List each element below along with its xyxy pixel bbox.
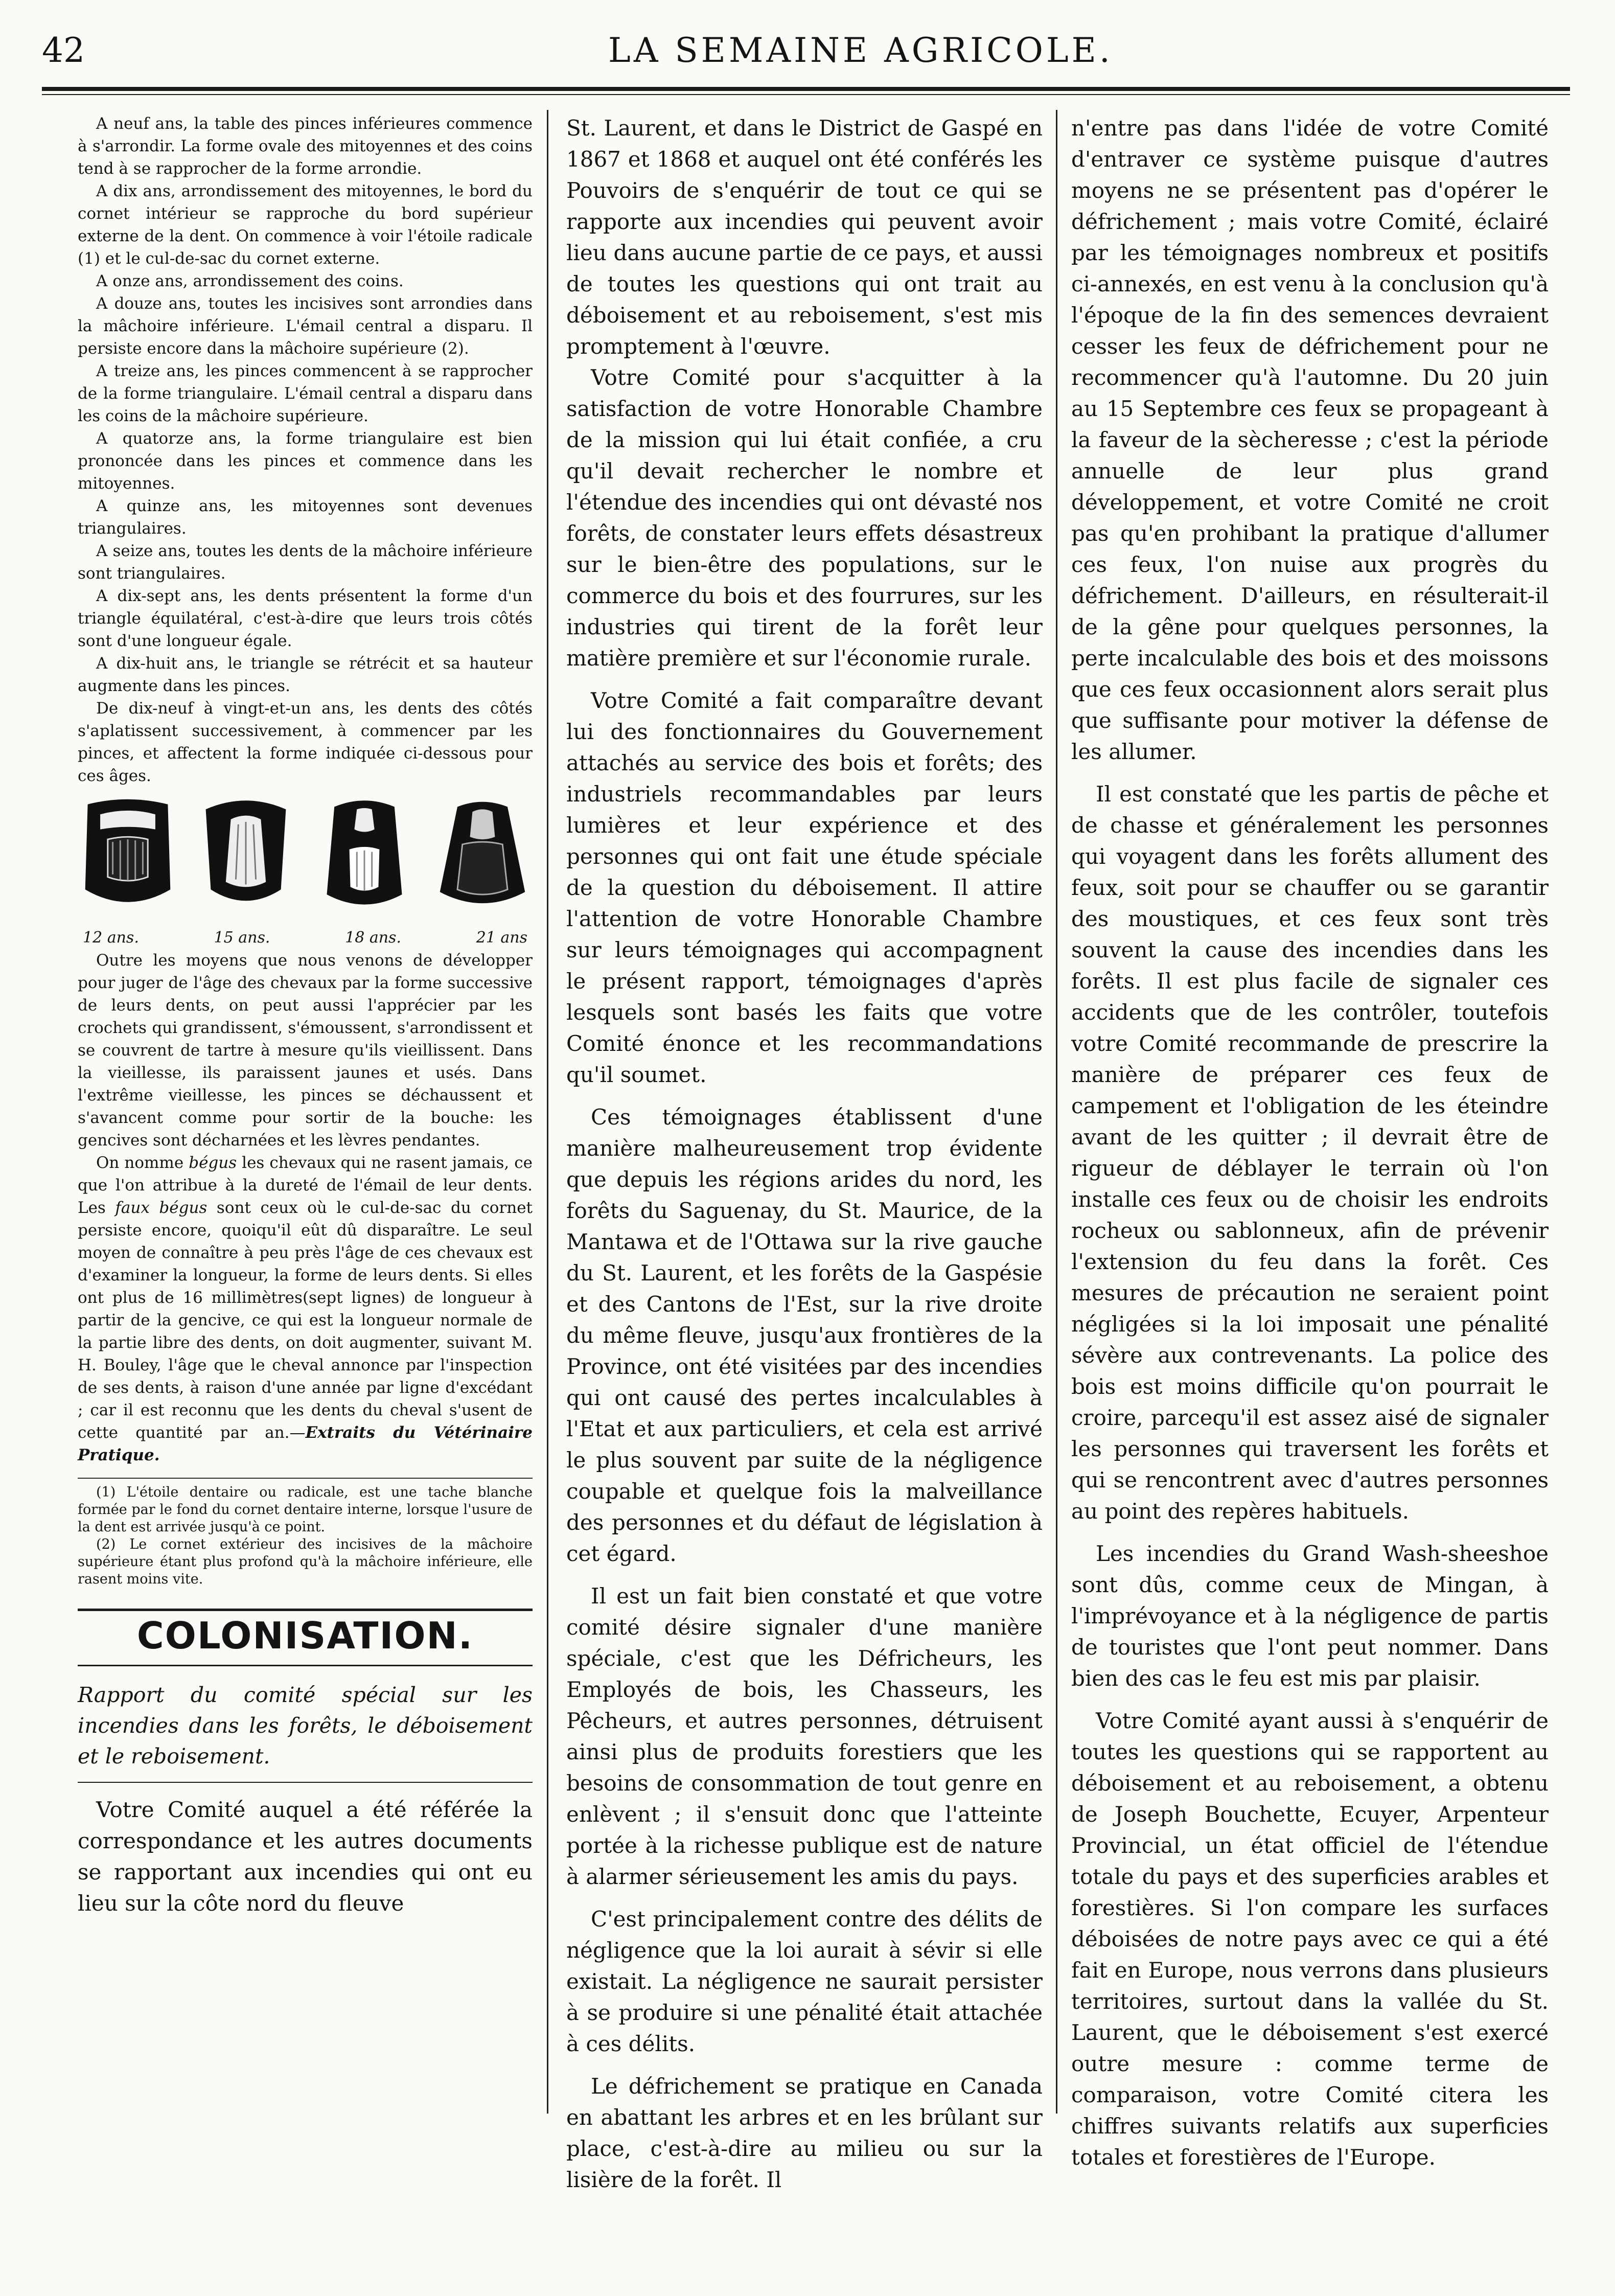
column-1 [78,112,533,1919]
column-2 [566,112,1043,2195]
figure-label: 18 ans. [345,929,401,947]
term-begus: bégus [189,1154,237,1172]
paragraph: A seize ans, toutes les dents de la mâchoire inférieure sont triangulaires. [78,542,533,583]
paragraph: Il est un fait bien constaté et que votre comité désire signaler d'une manière spéciale, c'est que les Défricheurs, les Employés de bois, les Chasseurs, les Pêcheurs, et autres personnes, détruisent ainsi plus de produits forestiers que les besoins de consommation de tout genre en enlèvent ; il s'ensuit donc que l'atteinte portée à la richesse publique est de nature à alarmer sérieusement les amis du pays. [566,1583,1043,1889]
tooth-15-years-figure [196,794,296,920]
paragraph: Votre Comité ayant aussi à s'enquérir de toutes les questions qui se rapportent au déboisement et au reboisement, a obtenu de Joseph Bouchette, Ecuyer, Arpenteur Provincial, un état officiel de l'étendue totale du pays et des superficies arables et forestières. Si l'on compare les surfaces déboisées de notre pays avec ce qui a été fait en Europe, nous verrons dans plusieurs territoires, surtout dans la vallée du St. Laurent, que le déboisement s'est exercé outre mesure : comme terme de comparaison, votre Comité citera les chiffres suivants relatifs aux superficies totales et forestières de l'Europe. [1071,1708,1549,2170]
footnote: (1) L'étoile dentaire ou radicale, est une tache blanche formée par le fond du cornet dentaire interne, lorsque l'usure de la dent est arrivée jusqu'à ce point. [78,1484,533,1535]
figure-label: 12 ans. [83,929,139,947]
paragraph: Il est constaté que les partis de pêche et de chasse et généralement les personnes qui voyagent dans les forêts allument des feux, soit pour se chauffer ou se garantir des moustiques, et ces feux sont très souvent la cause des incendies dans les forêts. Il est plus facile de signaler ces accidents que de les contrôler, toutefois votre Comité recommande de prescrire la manière de préparer ces feux de campement et l'obligation de les éteindre avant de les quitter ; il devrait être de rigueur de déblayer le terrain où l'on installe ces feux ou de choisir les endroits rocheux ou sablonneux, afin de prévenir l'extension du feu dans la forêt. Ces mesures de précaution ne seraient point négligées si la loi imposait une pénalité sévère aux contrevenants. La police des bois est moins difficile qu'on pourrait le croire, parcequ'il est assez aisé de signaler les personnes qui traversent les forêts et qui se rencontrent avec d'autres personnes au point des repères habituels. [1071,782,1549,1524]
column-3 [1071,112,1549,2173]
figure-labels [78,927,533,949]
paragraph: A quinze ans, les mitoyennes sont devenues triangulaires. [78,497,533,538]
paragraph: Les incendies du Grand Wash-sheeshoe sont dûs, comme ceux de Mingan, à l'imprévoyance et à la négligence de partis de touristes que l'ont peut nommer. Dans bien des cas le feu est mis par plaisir. [1071,1541,1549,1691]
paragraph: C'est principalement contre des délits de négligence que la loi aurait à sévir si elle existait. La négligence ne saurait persister à se produire si une pénalité était attachée à ces délits. [566,1907,1043,2056]
column-divider-1 [547,110,548,2114]
page-number: 42 [42,31,85,70]
header-rule [42,87,1570,91]
source-citation: Extraits du Vétérinaire Pratique. [78,1423,533,1464]
footnote: (2) Le cornet extérieur des incisives de la mâchoire supérieure étant plus profond qu'à la mâchoire inférieure, elle rasent moins vite. [78,1536,533,1587]
tooth-18-years-figure [314,794,414,920]
paragraph: Votre Comité pour s'acquitter à la satisfaction de votre Honorable Chambre de la mission qui lui était confiée, a cru qu'il devait rechercher le nombre et l'étendue des incendies qui ont dévasté nos forêts, de constater leurs effets désastreux sur le bien-être des populations, sur le commerce du bois et des fourrures, sur les industries qui tirent de la forêt leur matière première et sur l'économie rurale. [566,365,1043,671]
paragraph: De dix-neuf à vingt-et-un ans, les dents des côtés s'aplatissent successivement, à commencer par les pinces, et affectent la forme indiquée ci-dessous pour ces âges. [78,699,533,785]
paragraph: Ces témoignages établissent d'une manière malheureusement trop évidente que depuis les régions arides du nord, les forêts du Saguenay, du St. Maurice, de la Mantawa et de l'Ottawa sur la rive gauche du St. Laurent, et les forêts de la Gaspésie et des Cantons de l'Est, sur la rive droite du même fleuve, jusqu'aux frontières de la Province, ont été visitées par des incendies qui ont causé des pertes incalculables à l'Etat et aux particuliers, et cela est arrivé le plus souvent par suite de la négligence coupable et quelque fois la malveillance des personnes et du défaut de législation à cet égard. [566,1105,1043,1566]
tooth-12-years-figure [78,794,178,920]
report-title: Rapport du comité spécial sur les incendies dans les forêts, le déboisement et le reboisement. [78,1680,533,1783]
paragraph: A douze ans, toutes les incisives sont arrondies dans la mâchoire inférieure. L'émail central a disparu. Il persiste encore dans la mâchoire supérieure (2). [78,294,533,358]
paragraph: Votre Comité auquel a été référée la correspondance et les autres documents se rapportant aux incendies qui ont eu lieu sur la côte nord du fleuve [78,1797,533,1916]
paragraph: n'entre pas dans l'idée de votre Comité d'entraver ce système puisque d'autres moyens ne se présentent pas d'opérer le défrichement ; mais votre Comité, éclairé par les témoignages nombreux et positifs ci-annexés, en est venu à la conclusion qu'à l'époque de la fin des semences devraient cesser les feux de défrichement pour ne recommencer qu'à l'automne. Du 20 juin au 15 Septembre ces feux se propageant à la faveur de la sècheresse ; c'est la période annuelle de leur plus grand développement, et votre Comité ne croit pas qu'en prohibant la pratique d'allumer ces feux, l'on nuise aux progrès du défrichement. D'ailleurs, en résulterait-il de la gêne pour quelques personnes, la perte incalculable des bois et des moissons que ces feux occasionnent alors serait plus que suffisante pour motiver la défense de les allumer. [1071,116,1549,764]
paragraph: A dix-huit ans, le triangle se rétrécit et sa hauteur augmente dans les pinces. [78,654,533,695]
paragraph: St. Laurent, et dans le District de Gaspé en 1867 et 1868 et auquel ont été conférés les Pouvoirs de s'enquérir de tout ce qui se rapporte aux incendies qui peuvent avoir lieu dans aucune partie de ce pays, et aussi de toutes les questions qui ont trait au déboisement et au reboisement, s'est mis promptement à l'œuvre. [566,116,1043,359]
text-run: les chevaux qui ne rasent jamais, ce que l'on attribue à la dureté de l'émail de leur dents. Les [78,1154,533,1217]
paragraph: Le défrichement se pratique en Canada en abattant les arbres et en les brûlant sur place, c'est-à-dire au milieu ou sur la lisière de la forêt. Il [566,2074,1043,2192]
header-rule-thin [42,94,1570,95]
term-faux-begus: faux bégus [115,1199,207,1217]
column-divider-2 [1056,110,1057,2114]
paragraph: A dix-sept ans, les dents présentent la forme d'un triangle équilatéral, c'est-à-dire que leurs trois côtés sont d'une longueur égale. [78,587,533,650]
paragraph: Votre Comité a fait comparaître devant lui des fonctionnaires du Gouvernement attachés au service des bois et forêts; des industriels recommandables par leurs lumières et leur expérience et des personnes qui ont fait une étude spéciale de la question du déboisement. Il attire l'attention de votre Honorable Chambre sur leurs témoignages qui accompagnent le présent rapport, témoignages d'après lesquels sont basés les faits que votre Comité énonce et les recommandations qu'il soumet. [566,688,1043,1087]
section-title: COLONISATION. [136,1614,474,1657]
text-run: On nomme [96,1154,189,1172]
masthead-title: LA SEMAINE AGRICOLE. [608,31,1113,70]
text-run: sont ceux où le cul-de-sac du cornet persiste encore, quoiqu'il eût dû disparaître. Le seul moyen de connaître à peu près l'âge de ces chevaux est d'examiner la longueur, la forme de leurs dents. Si elles ont plus de 16 millimètres(sept lignes) de longueur à partir de la gencive, ce qui est la longueur normale de la partie libre des dents, on doit augmenter, suivant M. H. Bouley, l'âge que le cheval annonce par l'inspection de ses dents, à raison d'une année par ligne d'excédant ; car il est reconnu que les dents du cheval s'usent de cette quantité par an.— [78,1199,533,1442]
figure-label: 15 ans. [214,929,270,947]
paragraph: A neuf ans, la table des pinces inférieures commence à s'arrondir. La forme ovale des mitoyennes et des coins tend à se rapprocher de la forme arrondie. [78,114,533,178]
paragraph-begus [78,1152,533,1466]
paragraph: A onze ans, arrondissement des coins. [96,272,404,290]
tooth-21-years-figure [432,794,533,920]
teeth-illustration [78,794,533,925]
paragraph: A quatorze ans, la forme triangulaire est bien prononcée dans les pinces et commence dans les mitoyennes. [78,429,533,493]
paragraph: Outre les moyens que nous venons de développer pour juger de l'âge des chevaux par la forme successive de leurs dents, on peut aussi l'apprécier par les crochets qui grandissent, s'émoussent, s'arrondissent et se couvrent de tartre à mesure qu'ils vieillissent. Dans la vieillesse, ils paraissent jaunes et usés. Dans l'extrême vieillesse, les pinces se déchaussent et s'avancent comme pour sortir de la bouche: les gencives sont décharnées et les lèvres pendantes. [78,951,533,1150]
figure-label: 21 ans [476,929,527,947]
paragraph: A treize ans, les pinces commencent à se rapprocher de la forme triangulaire. L'émail central a disparu dans les coins de la mâchoire supérieure. [78,362,533,425]
footnotes [78,1478,533,1588]
paragraph: A dix ans, arrondissement des mitoyennes, le bord du cornet intérieur se rapproche du bord supérieur externe de la dent. On commence à voir l'étoile radicale (1) et le cul-de-sac du cornet externe. [78,182,533,268]
section-header [78,1609,533,1666]
